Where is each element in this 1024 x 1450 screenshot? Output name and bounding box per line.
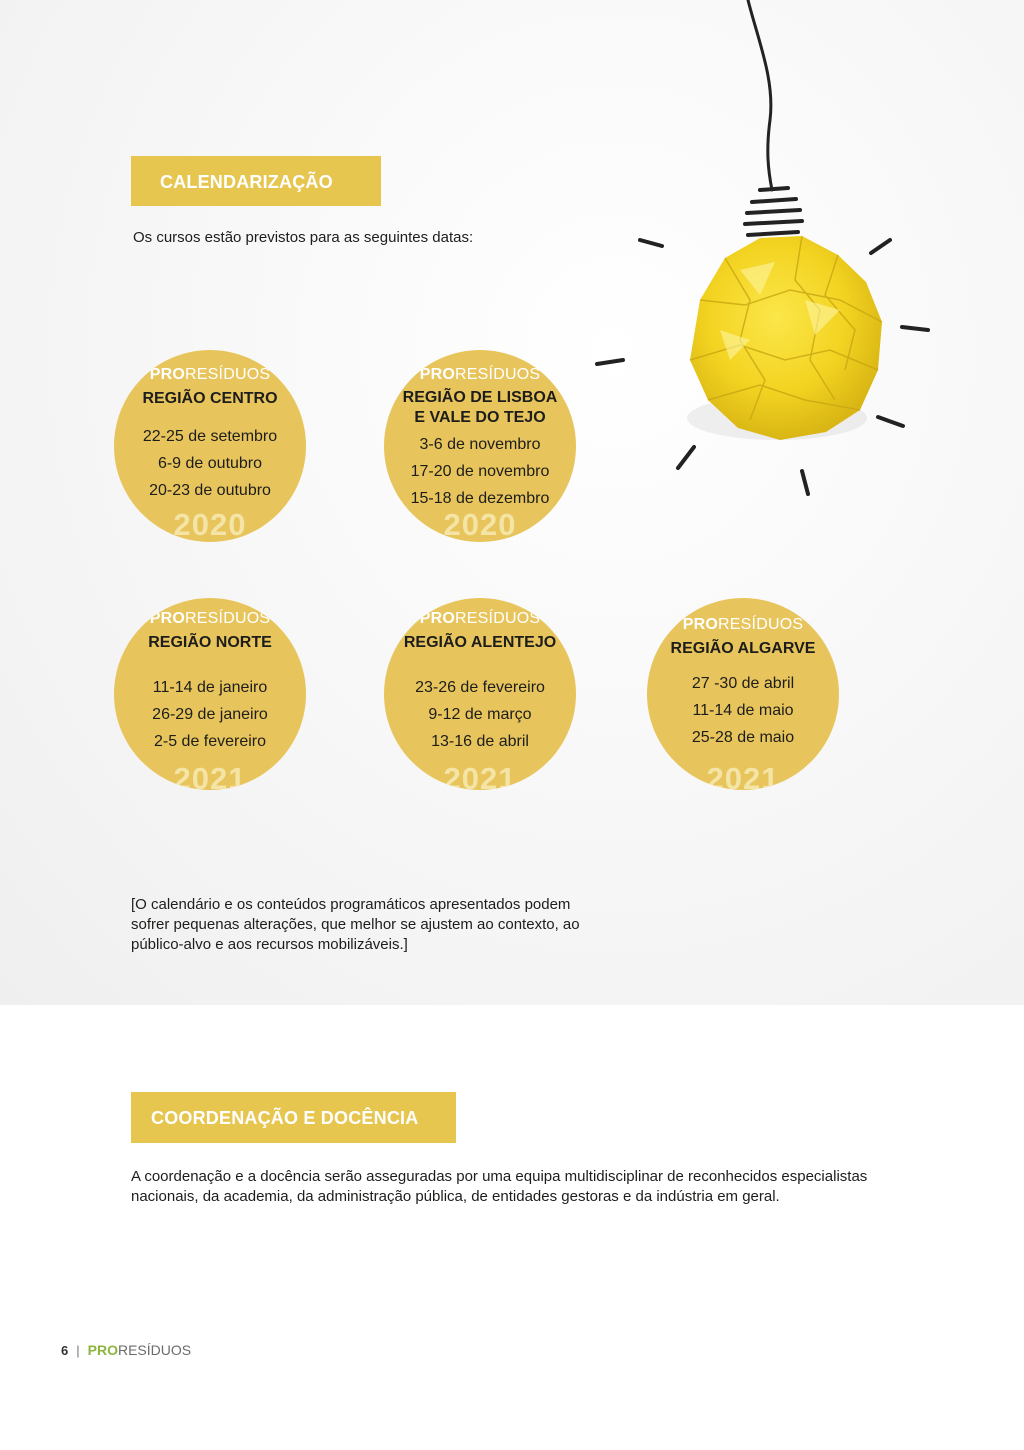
course-date: 9-12 de março (428, 706, 532, 723)
course-date: 17-20 de novembro (410, 463, 550, 480)
circle-brand: PRORESÍDUOS (682, 616, 804, 633)
coordination-body-text: A coordenação e a docência serão asseguradas por uma equipa multidisciplinar de reconhecidos especialistas nacionais, da academia, da administração pública, de entidades gestoras e da indústria em geral. (131, 1168, 868, 1205)
circle-brand: PRORESÍDUOS (149, 366, 271, 383)
crumpled-paper-light-bulb-icon (590, 0, 950, 510)
course-circle-centro (114, 350, 306, 542)
footer-separator: | (76, 1342, 80, 1358)
circle-brand: PRORESÍDUOS (419, 366, 541, 383)
footer-brand-suffix: RESÍDUOS (117, 1342, 192, 1358)
circle-year: 2021 (173, 761, 247, 790)
circle-year: 2020 (443, 507, 517, 542)
circle-brand: PRORESÍDUOS (419, 610, 541, 627)
circle-dates (647, 670, 839, 751)
course-date: 11-14 de janeiro (152, 679, 268, 696)
coordination-section-title: COORDENAÇÃO E DOCÊNCIA (151, 1108, 419, 1128)
circle-year: 2021 (443, 761, 517, 790)
calendar-disclaimer-note: [O calendário e os conteúdos programáticos apresentados podem sofrer pequenas alterações, que melhor se ajustem ao contexto, ao público-alvo e aos recursos mobilizáveis.] (131, 896, 580, 953)
circle-year: 2021 (706, 761, 780, 790)
course-date: 3-6 de novembro (419, 436, 541, 453)
circle-dates (384, 431, 576, 512)
circle-brand: PRORESÍDUOS (149, 610, 271, 627)
circle-dates (384, 674, 576, 755)
circle-year: 2020 (173, 507, 247, 542)
circle-region: REGIÃO DE LISBOA E VALE DO TEJO (402, 389, 558, 426)
calendar-intro-text: Os cursos estão previstos para as seguintes datas: (133, 229, 474, 246)
course-circle-norte (114, 598, 306, 790)
circle-region: REGIÃO ALENTEJO (403, 634, 557, 651)
course-date: 20-23 de outubro (149, 482, 271, 499)
course-circle-alentejo (384, 598, 576, 790)
course-date: 11-14 de maio (692, 702, 794, 719)
footer-brand-prefix: PRO (87, 1342, 118, 1358)
circle-region: REGIÃO ALGARVE (670, 640, 816, 657)
page-number: 6 (61, 1342, 69, 1358)
circle-region: REGIÃO CENTRO (142, 390, 278, 407)
page-footer (61, 1342, 191, 1358)
calendar-section-header (131, 156, 381, 206)
course-date: 25-28 de maio (691, 729, 795, 746)
circle-dates (114, 674, 306, 755)
coordination-section-header (131, 1092, 456, 1143)
course-date: 23-26 de fevereiro (415, 679, 545, 696)
course-circle-algarve (647, 598, 839, 790)
course-date: 27 -30 de abril (691, 675, 795, 692)
course-date: 22-25 de setembro (142, 428, 278, 445)
course-date: 2-5 de fevereiro (153, 733, 267, 750)
calendar-section-title: CALENDARIZAÇÃO (160, 172, 333, 192)
course-date: 6-9 de outubro (157, 455, 263, 472)
circle-region: REGIÃO NORTE (148, 634, 272, 651)
course-date: 26-29 de janeiro (152, 706, 268, 723)
circle-dates (114, 423, 306, 504)
course-date: 13-16 de abril (431, 733, 529, 750)
course-date: 15-18 de dezembro (410, 490, 550, 507)
course-circle-lisboa (384, 350, 576, 542)
